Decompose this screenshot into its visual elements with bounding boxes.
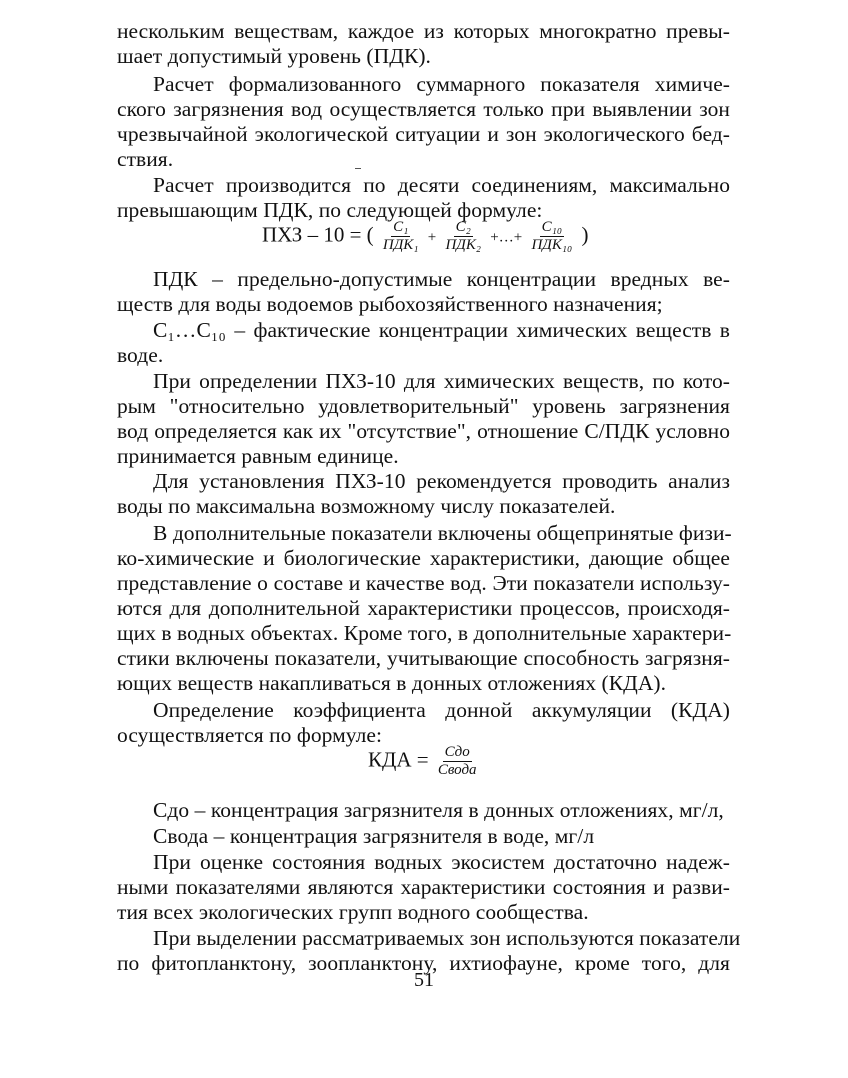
fraction-numerator: C₁₀ [541, 219, 563, 235]
fraction-numerator: C₂ [455, 219, 471, 235]
text-line: шает допустимый уровень (ПДК). [117, 44, 431, 68]
text-line: тия всех экологических групп водного сообщества. [117, 900, 589, 924]
text-line: ко-химические и биологические характеристики, дающие общее [117, 546, 730, 570]
fraction-numerator: Cдо [444, 744, 470, 760]
text-line: нескольким веществам, каждое из которых многократно превы- [117, 19, 730, 43]
text-line: ющих веществ накапливаться в донных отложениях (КДА). [117, 671, 667, 695]
text-line: осуществляется по формуле: [117, 723, 383, 747]
text-line: по фитопланктону, зоопланктону, ихтиофауне, кроме того, для [117, 951, 730, 975]
text-line: ствия. [117, 147, 174, 171]
text-line: Расчет производится по десяти соединениям, максимально [153, 173, 730, 197]
fraction-numerator: C₁ [393, 219, 409, 235]
text-line: стики включены показатели, учитывающие способность загрязня- [117, 646, 730, 670]
formula-close: ) [581, 222, 589, 247]
text-line: принимается равным единице. [117, 444, 399, 468]
formula-ellipsis: +…+ [490, 229, 523, 246]
text-line: ПДК – предельно-допустимые концентрации вредных ве- [153, 267, 730, 291]
fraction-denominator: ПДК₁ [382, 237, 419, 253]
fraction [436, 744, 479, 779]
formula-plus: + [427, 229, 437, 246]
text-line: воды по максимальна возможному числу показателей. [117, 494, 616, 518]
fraction [381, 219, 421, 254]
formula-kda [368, 744, 481, 779]
text-line: Для установления ПХЗ-10 рекомендуется проводить анализ [153, 469, 730, 493]
text-line: ными показателями являются характеристики состояния и разви- [117, 875, 730, 899]
text-line: ществ для воды водоемов рыбохозяйственного назначения; [117, 292, 663, 316]
text-line: В дополнительные показатели включены общепринятые физи- [153, 521, 732, 545]
fraction [443, 219, 483, 254]
formula-pkhz [262, 219, 588, 254]
fraction [529, 219, 574, 254]
text-line: вод определяется как их "отсутствие", отношение С/ПДК условно [117, 419, 730, 443]
page-number: 51 [414, 969, 434, 991]
text-line: При оценке состояния водных экосистем достаточно надеж- [153, 850, 730, 874]
text-line: воде. [117, 343, 164, 367]
text-line: ского загрязнения вод осуществляется только при выявлении зон [117, 97, 730, 121]
text-line: превышающим ПДК, по следующей формуле: [117, 198, 543, 222]
text-line: С₁…С₁₀ – фактические концентрации химических веществ в [153, 318, 730, 342]
text-line: При определении ПХЗ-10 для химических веществ, по кото- [153, 369, 730, 393]
text-line: Сдо – концентрация загрязнителя в донных отложениях, мг/л, [153, 798, 724, 822]
text-line: ются для дополнительной характеристики процессов, происходя- [117, 596, 730, 620]
text-line: чрезвычайной экологической ситуации и зон экологического бед- [117, 122, 730, 146]
scan-speck [355, 168, 361, 169]
text-line: Свода – концентрация загрязнителя в воде, мг/л [153, 824, 595, 848]
text-line: Расчет формализованного суммарного показателя химиче- [153, 72, 730, 96]
text-line: представление о составе и качестве вод. Эти показатели использу- [117, 571, 730, 595]
fraction-denominator: Cвода [437, 762, 477, 778]
fraction-denominator: ПДК₂ [445, 237, 482, 253]
text-line: щих в водных объектах. Кроме того, в дополнительные характери- [117, 621, 732, 645]
fraction-denominator: ПДК₁₀ [531, 237, 573, 253]
text-line: рым "относительно удовлетворительный" уровень загрязнения [117, 394, 730, 418]
formula-lhs: КДА = [368, 747, 429, 772]
text-line: Определение коэффициента донной аккумуляции (КДА) [153, 698, 730, 722]
formula-lhs: ПХЗ – 10 = ( [262, 222, 374, 247]
text-line: При выделении рассматриваемых зон используются показатели [153, 926, 741, 950]
